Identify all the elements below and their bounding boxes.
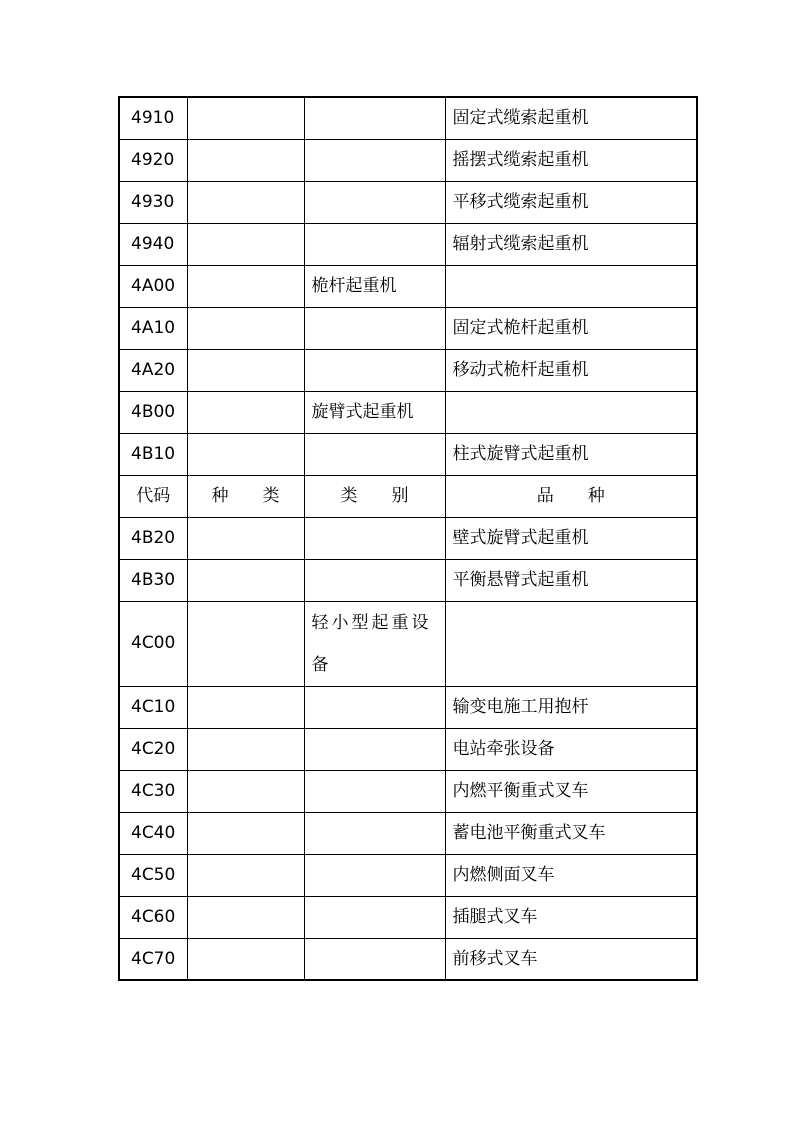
table-row bbox=[119, 307, 697, 349]
variety-cell: 前移式叉车 bbox=[445, 938, 697, 980]
kind-cell bbox=[187, 391, 304, 433]
category-cell bbox=[304, 938, 445, 980]
category-cell bbox=[304, 854, 445, 896]
table-row bbox=[119, 181, 697, 223]
kind-cell bbox=[187, 139, 304, 181]
variety-cell: 柱式旋臂式起重机 bbox=[445, 433, 697, 475]
category-cell bbox=[304, 433, 445, 475]
code-cell: 4A20 bbox=[119, 349, 187, 391]
table-row bbox=[119, 559, 697, 601]
code-cell: 4C40 bbox=[119, 812, 187, 854]
variety-cell: 固定式缆索起重机 bbox=[445, 97, 697, 139]
kind-cell bbox=[187, 812, 304, 854]
variety-cell: 平衡悬臂式起重机 bbox=[445, 559, 697, 601]
kind-cell bbox=[187, 601, 304, 686]
variety-cell: 输变电施工用抱杆 bbox=[445, 686, 697, 728]
variety-cell: 内燃侧面叉车 bbox=[445, 854, 697, 896]
variety-cell: 辐射式缆索起重机 bbox=[445, 223, 697, 265]
category-cell bbox=[304, 686, 445, 728]
category-cell bbox=[304, 728, 445, 770]
code-cell: 4C50 bbox=[119, 854, 187, 896]
kind-cell bbox=[187, 223, 304, 265]
code-cell: 4910 bbox=[119, 97, 187, 139]
code-cell: 4C10 bbox=[119, 686, 187, 728]
table-row bbox=[119, 265, 697, 307]
variety-cell: 壁式旋臂式起重机 bbox=[445, 517, 697, 559]
code-cell: 4C30 bbox=[119, 770, 187, 812]
category-cell bbox=[304, 559, 445, 601]
kind-cell bbox=[187, 686, 304, 728]
table-row bbox=[119, 349, 697, 391]
category-cell: 桅杆起重机 bbox=[304, 265, 445, 307]
table-row bbox=[119, 391, 697, 433]
kind-cell bbox=[187, 433, 304, 475]
kind-cell bbox=[187, 770, 304, 812]
code-cell: 4A00 bbox=[119, 265, 187, 307]
category-cell bbox=[304, 770, 445, 812]
variety-cell bbox=[445, 601, 697, 686]
table-row bbox=[119, 97, 697, 139]
variety-cell: 插腿式叉车 bbox=[445, 896, 697, 938]
table-row bbox=[119, 139, 697, 181]
category-cell bbox=[304, 181, 445, 223]
table-row bbox=[119, 812, 697, 854]
category-cell bbox=[304, 307, 445, 349]
table-row bbox=[119, 728, 697, 770]
category-cell bbox=[304, 139, 445, 181]
variety-cell: 平移式缆索起重机 bbox=[445, 181, 697, 223]
code-cell: 4C00 bbox=[119, 601, 187, 686]
variety-cell: 蓄电池平衡重式叉车 bbox=[445, 812, 697, 854]
kind-cell bbox=[187, 728, 304, 770]
table-row bbox=[119, 854, 697, 896]
variety-cell bbox=[445, 265, 697, 307]
header-kind: 种 类 bbox=[187, 475, 304, 517]
variety-cell bbox=[445, 391, 697, 433]
code-cell: 4930 bbox=[119, 181, 187, 223]
category-cell bbox=[304, 349, 445, 391]
category-cell: 轻小型起重设备 bbox=[304, 601, 445, 686]
kind-cell bbox=[187, 307, 304, 349]
kind-cell bbox=[187, 349, 304, 391]
code-cell: 4B00 bbox=[119, 391, 187, 433]
table-row bbox=[119, 517, 697, 559]
category-cell bbox=[304, 812, 445, 854]
table-row bbox=[119, 686, 697, 728]
kind-cell bbox=[187, 517, 304, 559]
table-header-row bbox=[119, 475, 697, 517]
kind-cell bbox=[187, 854, 304, 896]
equipment-classification-table bbox=[118, 96, 698, 981]
code-cell: 4B10 bbox=[119, 433, 187, 475]
kind-cell bbox=[187, 265, 304, 307]
kind-cell bbox=[187, 97, 304, 139]
category-cell bbox=[304, 896, 445, 938]
header-variety: 品 种 bbox=[445, 475, 697, 517]
code-cell: 4C70 bbox=[119, 938, 187, 980]
kind-cell bbox=[187, 938, 304, 980]
category-cell bbox=[304, 517, 445, 559]
variety-cell: 移动式桅杆起重机 bbox=[445, 349, 697, 391]
variety-cell: 内燃平衡重式叉车 bbox=[445, 770, 697, 812]
category-cell bbox=[304, 223, 445, 265]
table-row bbox=[119, 601, 697, 686]
table-row bbox=[119, 223, 697, 265]
kind-cell bbox=[187, 181, 304, 223]
table-row bbox=[119, 770, 697, 812]
table-row bbox=[119, 896, 697, 938]
table-row bbox=[119, 938, 697, 980]
code-cell: 4C60 bbox=[119, 896, 187, 938]
code-cell: 4B20 bbox=[119, 517, 187, 559]
kind-cell bbox=[187, 559, 304, 601]
category-cell bbox=[304, 97, 445, 139]
code-cell: 4A10 bbox=[119, 307, 187, 349]
category-cell: 旋臂式起重机 bbox=[304, 391, 445, 433]
code-cell: 4B30 bbox=[119, 559, 187, 601]
code-cell: 4940 bbox=[119, 223, 187, 265]
variety-cell: 电站牵张设备 bbox=[445, 728, 697, 770]
kind-cell bbox=[187, 896, 304, 938]
header-code: 代码 bbox=[119, 475, 187, 517]
header-category: 类 别 bbox=[304, 475, 445, 517]
code-cell: 4920 bbox=[119, 139, 187, 181]
table-row bbox=[119, 433, 697, 475]
variety-cell: 固定式桅杆起重机 bbox=[445, 307, 697, 349]
code-cell: 4C20 bbox=[119, 728, 187, 770]
variety-cell: 摇摆式缆索起重机 bbox=[445, 139, 697, 181]
